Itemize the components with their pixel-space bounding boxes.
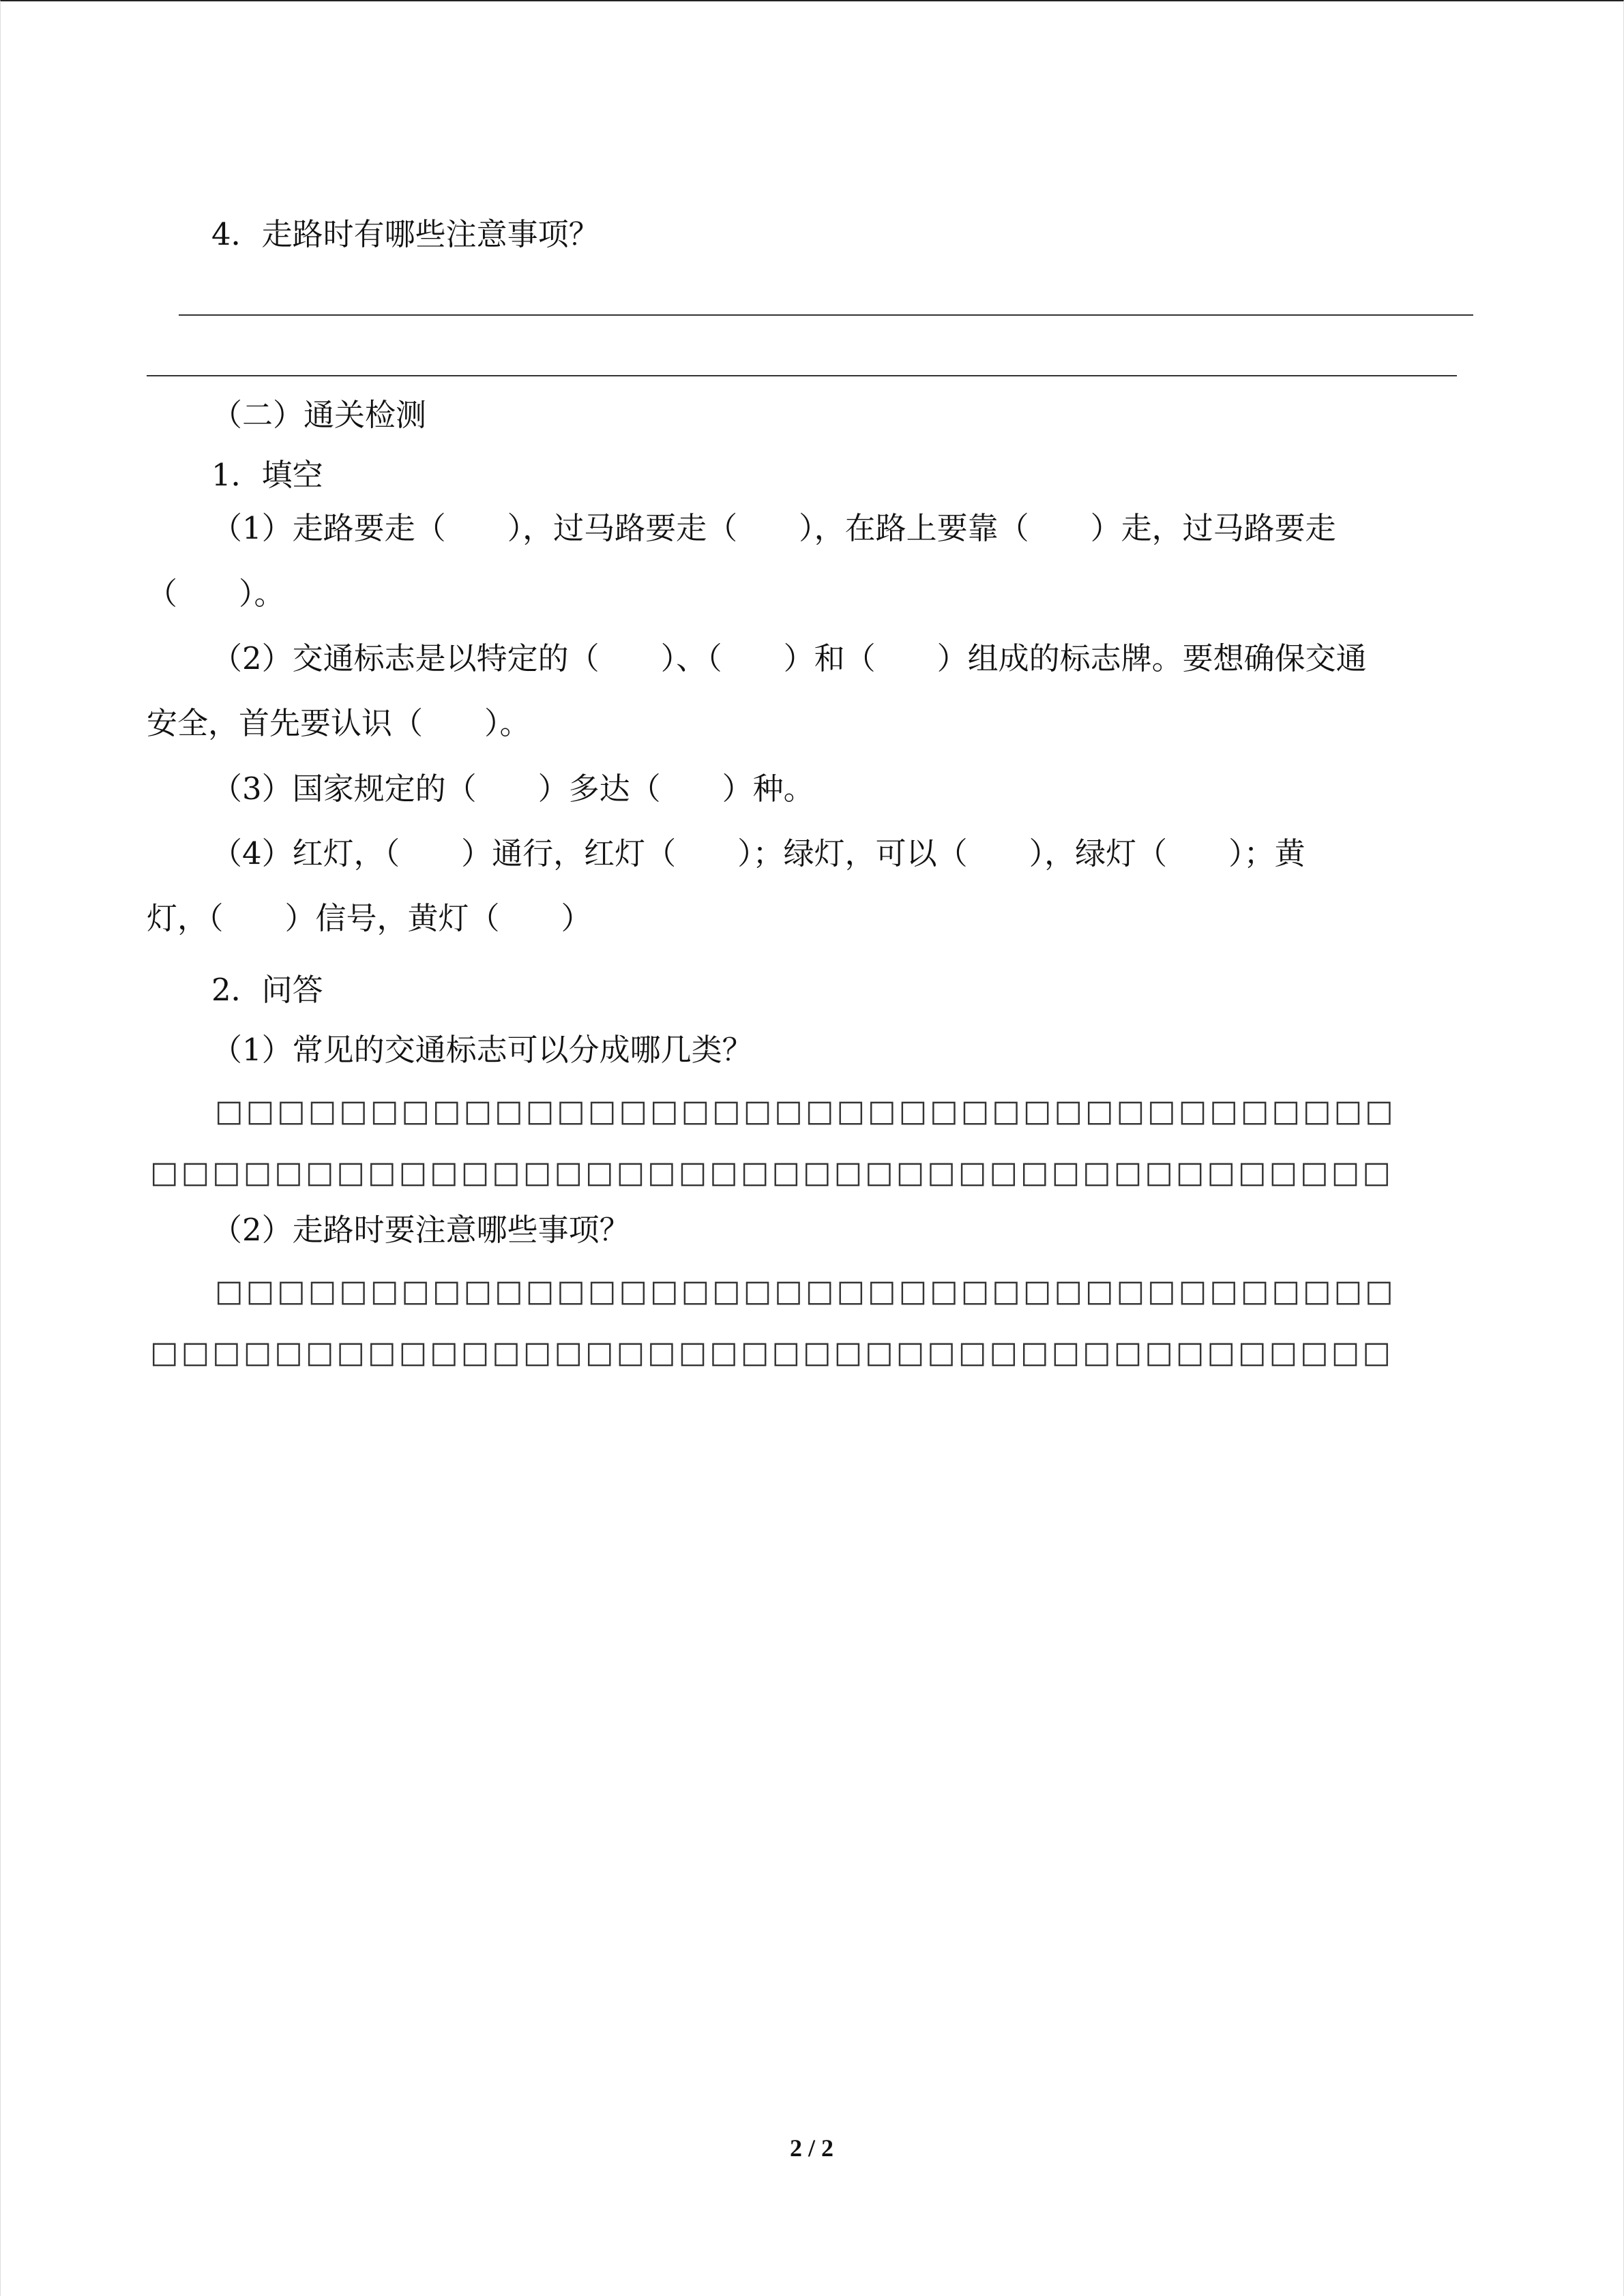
answer-boxes-q1-line-1[interactable]: □□□□□□□□□□□□□□□□□□□□□□□□□□□□□□□□□□□□□□ [215, 1094, 1396, 1129]
page-number: 2 / 2 [789, 2134, 833, 2162]
answer-line-1[interactable] [179, 314, 1473, 316]
answer-line-2[interactable] [147, 375, 1457, 376]
fill-item-2-line-1: （2）交通标志是以特定的（ ）、（ ）和（ ）组成的标志牌。要想确保交通 [211, 640, 1367, 676]
answer-boxes-q2-line-2[interactable]: □□□□□□□□□□□□□□□□□□□□□□□□□□□□□□□□□□□□□□□□ [150, 1335, 1393, 1370]
qa-heading: 2．问答 [211, 972, 323, 1008]
answer-boxes-q2-line-1[interactable]: □□□□□□□□□□□□□□□□□□□□□□□□□□□□□□□□□□□□□□ [215, 1274, 1396, 1309]
fill-item-1-line-1: （1）走路要走（ ），过马路要走（ ），在路上要靠（ ）走，过马路要走 [211, 510, 1336, 546]
fill-blank-heading: 1．填空 [211, 457, 323, 493]
fill-item-4-line-2: 灯，（ ）信号，黄灯（ ） [147, 900, 592, 936]
fill-item-4-line-1: （4）红灯，（ ）通行，红灯（ ）；绿灯，可以（ ），绿灯（ ）；黄 [211, 835, 1305, 871]
qa-question-1: （1）常见的交通标志可以分成哪几类？ [211, 1032, 753, 1068]
fill-item-2-line-2: 安全，首先要认识（ ）。 [147, 705, 531, 741]
fill-item-1-line-2: （ ）。 [147, 576, 285, 612]
question-4: 4．走路时有哪些注意事项？ [211, 216, 600, 252]
answer-boxes-q1-line-2[interactable]: □□□□□□□□□□□□□□□□□□□□□□□□□□□□□□□□□□□□□□□□ [150, 1155, 1393, 1190]
fill-item-3: （3）国家规定的（ ）多达（ ）种。 [211, 771, 814, 807]
qa-question-2: （2）走路时要注意哪些事项？ [211, 1212, 630, 1248]
section-heading: （二）通关检测 [211, 397, 427, 433]
